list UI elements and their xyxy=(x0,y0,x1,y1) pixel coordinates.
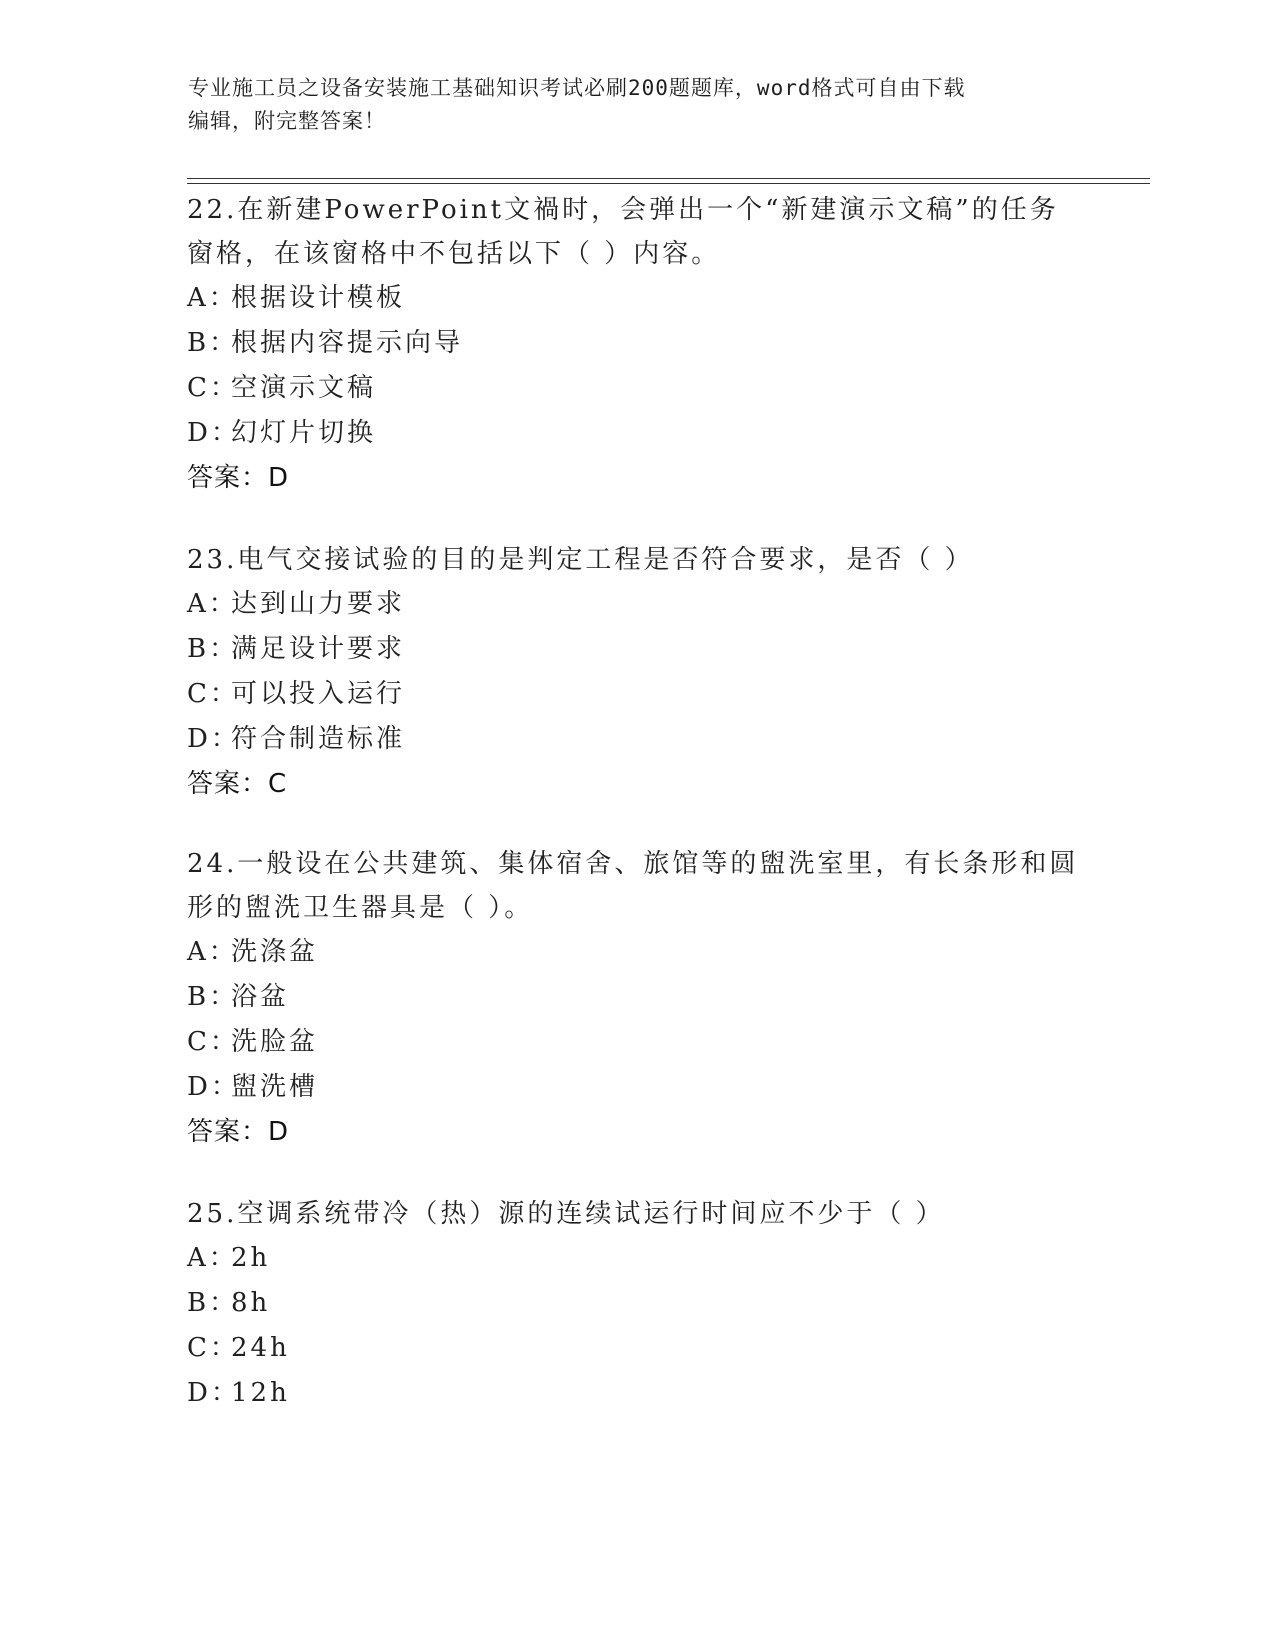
option-label: A： xyxy=(187,283,238,313)
option-label: B： xyxy=(187,982,239,1012)
option-text: 8h xyxy=(231,1288,271,1318)
option-a xyxy=(187,1236,1087,1281)
option-b xyxy=(187,627,1087,672)
option-label: B： xyxy=(187,1288,239,1318)
option-d xyxy=(187,1371,1087,1416)
question-stem-line: 22.在新建PowerPoint文禍时，会弹出一个“新建演示文稿”的任务 xyxy=(187,195,1059,225)
option-text: 幻灯片切换 xyxy=(231,418,377,448)
question-stem-line: 24.一般设在公共建筑、集体宿舍、旅馆等的盥洗室里，有长条形和圆 xyxy=(187,849,1079,879)
option-c xyxy=(187,672,1087,717)
option-label: C： xyxy=(187,679,239,709)
option-a xyxy=(187,930,1087,975)
option-label: C： xyxy=(187,1027,239,1057)
option-text: 可以投入运行 xyxy=(231,679,406,709)
option-text: 达到山力要求 xyxy=(231,589,406,619)
option-label: D： xyxy=(187,724,240,754)
option-c xyxy=(187,1020,1087,1065)
option-label: A： xyxy=(187,937,238,967)
option-text: 浴盆 xyxy=(231,982,290,1012)
question-24 xyxy=(187,842,1087,1154)
option-label: A： xyxy=(187,589,238,619)
option-d xyxy=(187,1065,1087,1110)
answer-line: 答案：D xyxy=(187,463,290,493)
document-header xyxy=(188,72,1088,138)
question-stem-line: 窗格，在该窗格中不包括以下（ ）内容。 xyxy=(187,239,721,269)
option-label: D： xyxy=(187,1072,240,1102)
option-c xyxy=(187,366,1087,411)
option-text: 洗涤盆 xyxy=(231,937,319,967)
option-text: 盥洗槽 xyxy=(231,1072,319,1102)
option-d xyxy=(187,411,1087,456)
option-text: 满足设计要求 xyxy=(231,634,406,664)
option-text: 根据设计模板 xyxy=(231,283,406,313)
option-label: A： xyxy=(187,1243,238,1273)
answer-line: 答案：D xyxy=(187,1117,290,1147)
option-text: 符合制造标准 xyxy=(231,724,406,754)
option-text: 12h xyxy=(231,1378,290,1408)
option-label: C： xyxy=(187,373,239,403)
option-label: C： xyxy=(187,1333,239,1363)
option-text: 空演示文稿 xyxy=(231,373,377,403)
option-a xyxy=(187,582,1087,627)
question-23 xyxy=(187,538,1087,806)
option-text: 根据内容提示向导 xyxy=(231,328,464,358)
question-stem-line: 形的盥洗卫生器具是（ ）。 xyxy=(187,893,534,923)
option-text: 2h xyxy=(231,1243,271,1273)
answer-line: 答案：C xyxy=(187,769,288,799)
option-a xyxy=(187,276,1087,321)
option-text: 洗脸盆 xyxy=(231,1027,319,1057)
option-label: B： xyxy=(187,634,239,664)
header-divider-top xyxy=(187,178,1150,179)
question-25 xyxy=(187,1192,1087,1416)
option-text: 24h xyxy=(231,1333,290,1363)
option-label: B： xyxy=(187,328,239,358)
option-d xyxy=(187,717,1087,762)
header-line-1: 专业施工员之设备安装施工基础知识考试必刷200题题库，word格式可自由下载 xyxy=(188,76,966,100)
option-b xyxy=(187,321,1087,366)
question-stem-line: 23.电气交接试验的目的是判定工程是否符合要求，是否（ ） xyxy=(187,545,974,575)
question-22 xyxy=(187,188,1087,500)
option-label: D： xyxy=(187,1378,240,1408)
option-c xyxy=(187,1326,1087,1371)
header-divider-bottom xyxy=(187,183,1150,184)
option-label: D： xyxy=(187,418,240,448)
option-b xyxy=(187,1281,1087,1326)
question-stem-line: 25.空调系统带冷（热）源的连续试运行时间应不少于（ ） xyxy=(187,1199,945,1229)
option-b xyxy=(187,975,1087,1020)
header-line-2: 编辑，附完整答案！ xyxy=(188,109,386,133)
